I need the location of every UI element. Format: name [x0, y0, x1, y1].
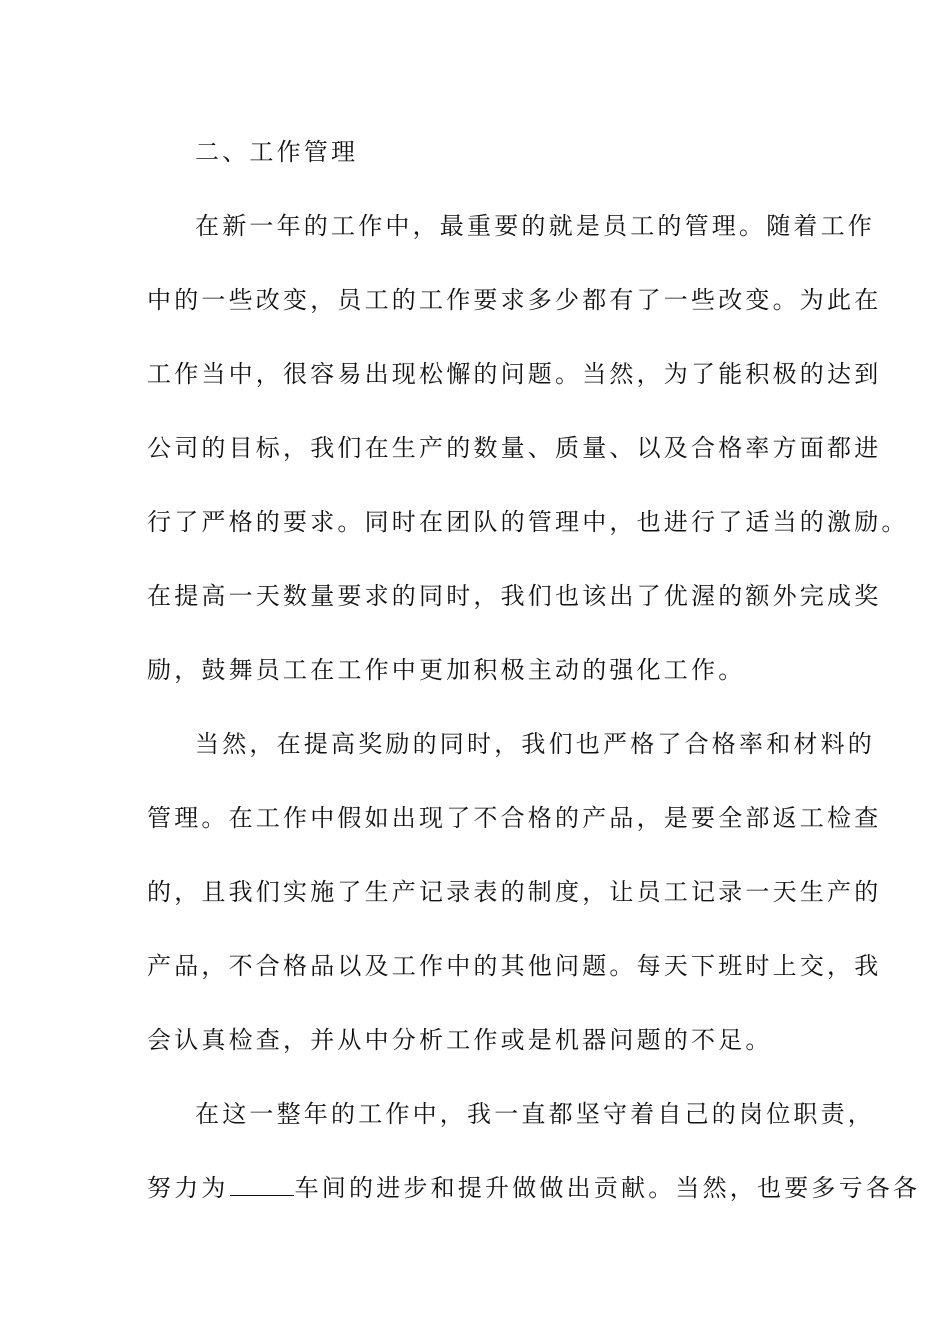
paragraph-2-line-1: 当然，在提高奖励的同时，我们也严格了合格率和材料的	[195, 730, 875, 758]
paragraph-1-line-4: 公司的目标，我们在生产的数量、质量、以及合格率方面都进	[147, 434, 882, 462]
paragraph-1-line-2: 中的一些改变，员工的工作要求多少都有了一些改变。为此在	[147, 286, 882, 314]
paragraph-1-line-7: 励，鼓舞员工在工作中更加积极主动的强化工作。	[147, 656, 746, 684]
text-before-blank: 努力为	[147, 1174, 229, 1202]
fill-in-blank	[230, 1173, 294, 1196]
paragraph-2-line-2: 管理。在工作中假如出现了不合格的产品，是要全部返工检查	[147, 804, 882, 832]
paragraph-3-line-2	[147, 1172, 921, 1204]
paragraph-3-line-1: 在这一整年的工作中，我一直都坚守着自己的岗位职责，	[195, 1100, 875, 1128]
paragraph-1-line-3: 工作当中，很容易出现松懈的问题。当然，为了能积极的达到	[147, 360, 882, 388]
paragraph-1-line-6: 在提高一天数量要求的同时，我们也该出了优渥的额外完成奖	[147, 582, 882, 610]
paragraph-1-line-5: 行了严格的要求。同时在团队的管理中，也进行了适当的激励。	[147, 508, 909, 536]
section-heading: 二、工作管理	[195, 138, 359, 166]
paragraph-2-line-4: 产品，不合格品以及工作中的其他问题。每天下班时上交，我	[147, 952, 882, 980]
text-after-blank: 车间的进步和提升做做出贡献。当然，也要多亏各各	[294, 1174, 921, 1202]
paragraph-2-line-5: 会认真检查，并从中分析工作或是机器问题的不足。	[147, 1026, 773, 1054]
paragraph-1-line-1: 在新一年的工作中，最重要的就是员工的管理。随着工作	[195, 212, 875, 240]
paragraph-2-line-3: 的，且我们实施了生产记录表的制度，让员工记录一天生产的	[147, 878, 882, 906]
